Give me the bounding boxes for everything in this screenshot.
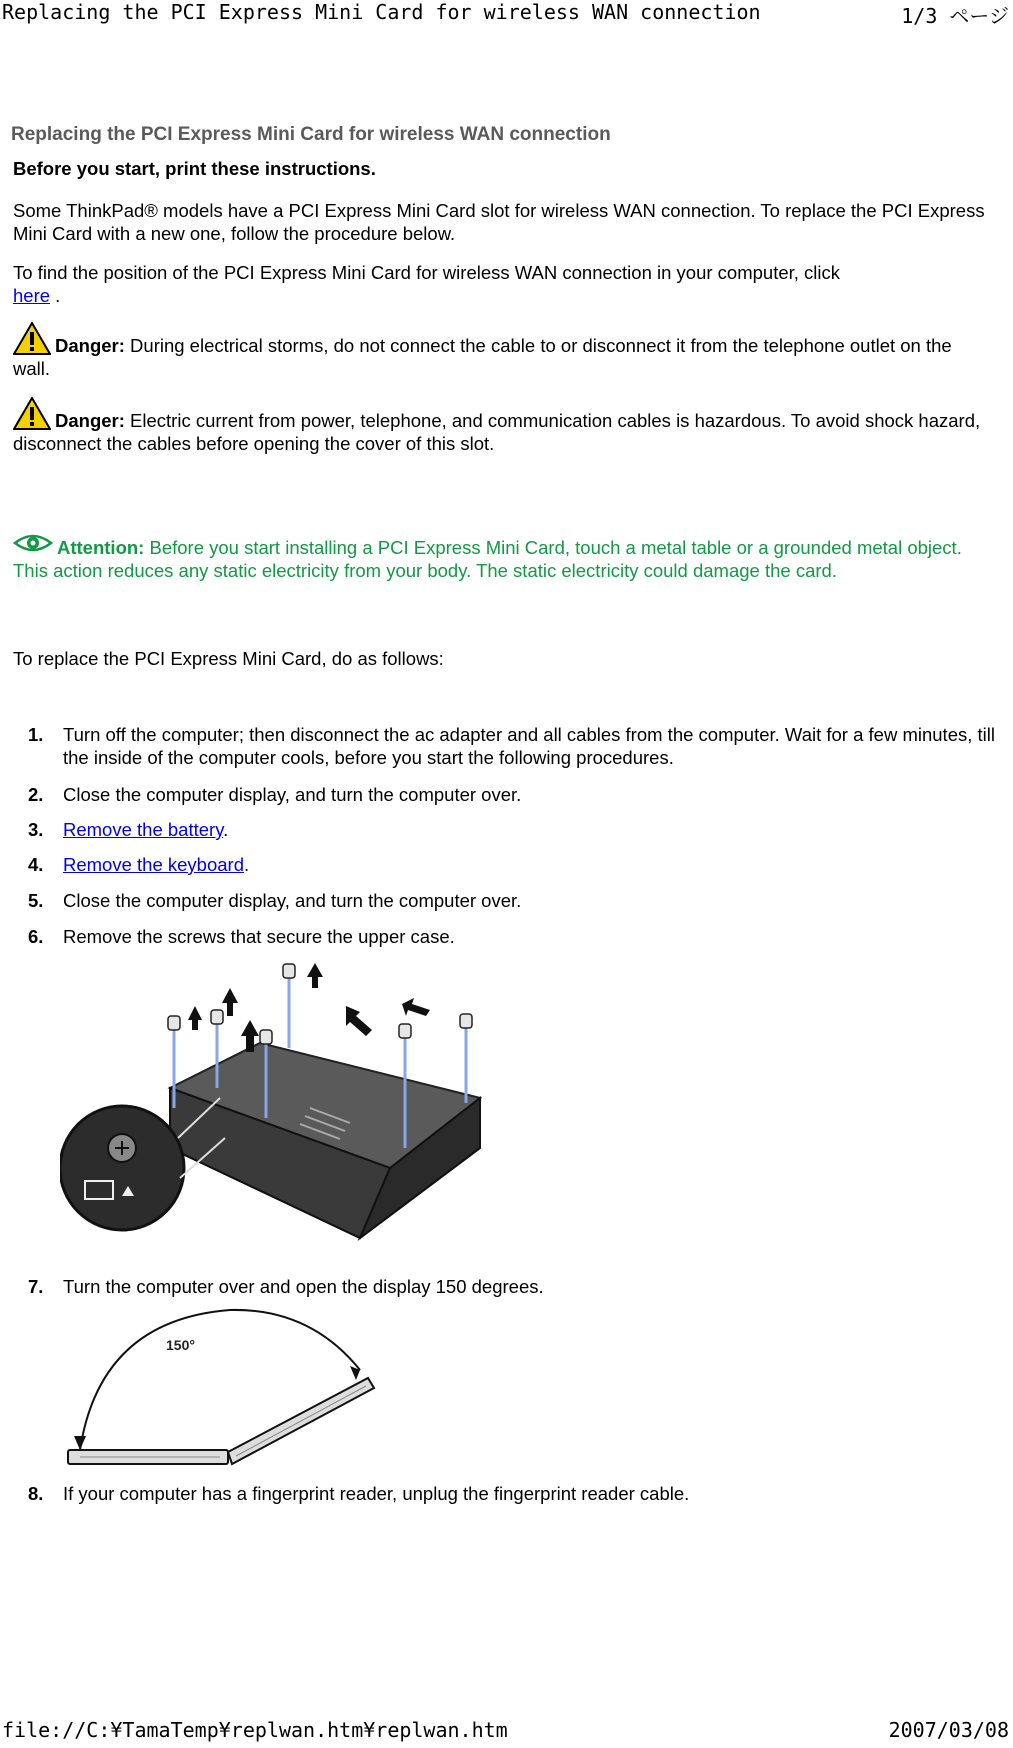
- print-footer: [0, 1718, 1013, 1744]
- header-page-number: 1/3 ページ: [901, 4, 1009, 28]
- danger-text: Electric current from power, telephone, and communication cables is hazardous. To avoid shock hazard, disconnect the cables before opening the cover of this slot.: [13, 410, 981, 454]
- remove-battery-link[interactable]: Remove the battery: [63, 819, 224, 840]
- step-tail: .: [223, 819, 229, 840]
- danger-notice-current: [13, 397, 988, 455]
- step-tail: .: [244, 854, 250, 875]
- step-number: 7.: [28, 1276, 44, 1297]
- step-text: Remove the screws that secure the upper case.: [63, 926, 455, 947]
- step-text: Close the computer display, and turn the computer over.: [63, 890, 522, 911]
- find-end: .: [50, 285, 61, 306]
- attention-label: Attention:: [57, 537, 145, 558]
- remove-keyboard-link[interactable]: Remove the keyboard: [63, 854, 244, 875]
- warning-triangle-icon: [13, 322, 51, 355]
- step-number: 8.: [28, 1483, 44, 1504]
- angle-label: 150°: [166, 1337, 195, 1353]
- danger-text: During electrical storms, do not connect the cable to or disconnect it from the telephone outlet on the wall.: [13, 335, 952, 379]
- page-title: Replacing the PCI Express Mini Card for wireless WAN connection: [11, 124, 611, 145]
- open-display-150-degrees-illustration: [60, 1300, 390, 1470]
- attention-notice: [13, 531, 988, 582]
- step-number: 5.: [28, 890, 44, 911]
- here-link[interactable]: here: [13, 285, 51, 306]
- footer-date: 2007/03/08: [888, 1718, 1009, 1742]
- step-text: Turn the computer over and open the display 150 degrees.: [63, 1276, 544, 1297]
- find-position-paragraph: [13, 261, 988, 307]
- step-number: 3.: [28, 819, 44, 840]
- step-number: 6.: [28, 926, 44, 947]
- attention-text: Before you start installing a PCI Express Mini Card, touch a metal table or a grounded metal object. This action reduces any static electricity from your body. The static electricity could damage the card.: [13, 537, 962, 581]
- step-text: Turn off the computer; then disconnect the ac adapter and all cables from the computer. Wait for a few minutes, till the inside of the computer cools, before you start the following procedures.: [63, 724, 995, 768]
- step-number: 1.: [28, 724, 44, 745]
- upper-case-screws-illustration: [60, 958, 490, 1254]
- step-text: [63, 853, 1008, 876]
- footer-file-path: file://C:¥TamaTemp¥replwan.htm¥replwan.htm: [2, 1718, 508, 1742]
- warning-triangle-icon: [13, 397, 51, 430]
- step-number: 2.: [28, 784, 44, 805]
- header-title: Replacing the PCI Express Mini Card for wireless WAN connection: [2, 0, 761, 24]
- follow-paragraph: To replace the PCI Express Mini Card, do as follows:: [13, 648, 444, 669]
- print-notice: Before you start, print these instructions.: [13, 158, 376, 179]
- step-text: [63, 818, 1008, 841]
- step-text: If your computer has a fingerprint reader, unplug the fingerprint reader cable.: [63, 1483, 690, 1504]
- step-text: Close the computer display, and turn the computer over.: [63, 784, 522, 805]
- danger-notice-storms: [13, 322, 988, 380]
- danger-label: Danger:: [55, 335, 125, 356]
- print-header: [0, 0, 1013, 26]
- danger-label: Danger:: [55, 410, 125, 431]
- intro-paragraph: Some ThinkPad® models have a PCI Express Mini Card slot for wireless WAN connection. To replace the PCI Express Mini Card with a new one, follow the procedure below.: [13, 200, 985, 244]
- attention-eye-icon: [13, 531, 53, 555]
- find-text: To find the position of the PCI Express Mini Card for wireless WAN connection in your computer, click: [13, 262, 841, 283]
- step-number: 4.: [28, 854, 44, 875]
